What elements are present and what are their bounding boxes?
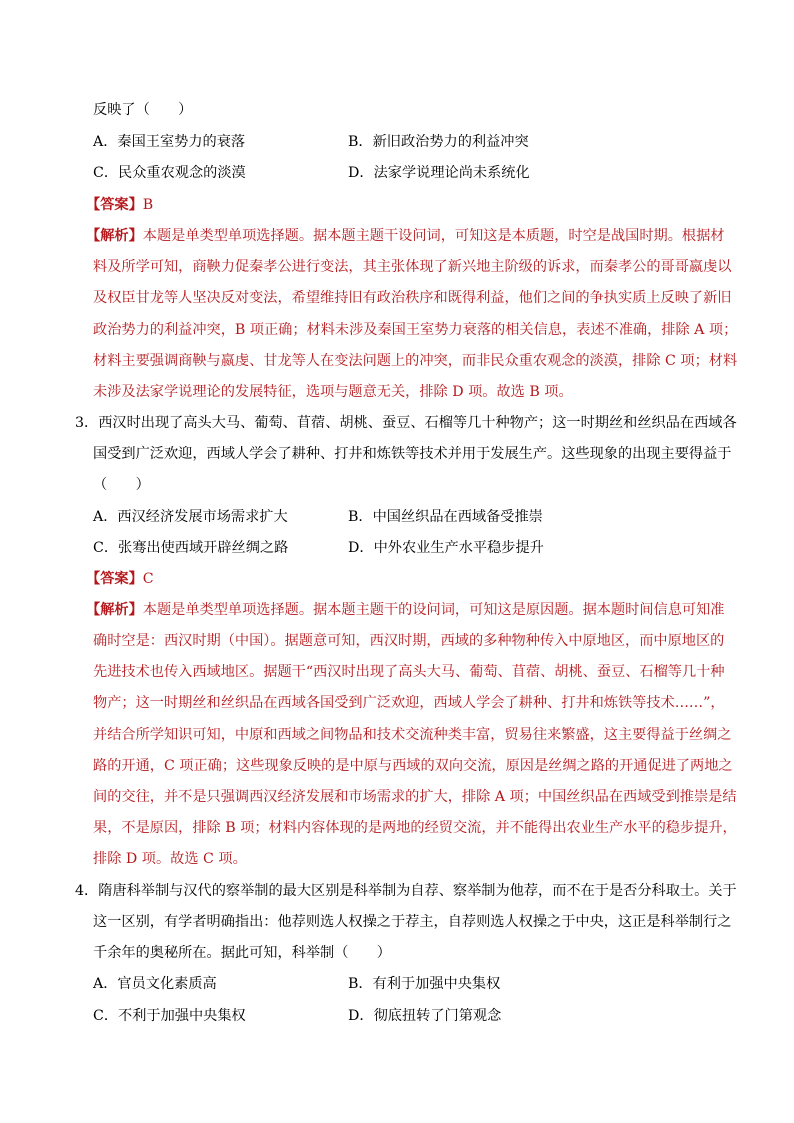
q4-option-c: C．不利于加强中央集权 bbox=[93, 1008, 246, 1024]
q2-analysis-line-5: 材料主要强调商鞅与嬴虔、甘龙等人在变法问题上的冲突，而非民众重农观念的淡漠，排除 C 项；材料 bbox=[93, 353, 738, 369]
q2-answer bbox=[86, 195, 153, 215]
q2-analysis-line-2: 料及所学可知，商鞅力促秦孝公进行变法，其主张体现了新兴地主阶级的诉求，而秦孝公的哥哥嬴虔以 bbox=[93, 259, 732, 275]
q4-option-b: B．有利于加强中央集权 bbox=[348, 976, 501, 992]
q3-analysis-line-9: 排除 D 项。故选 C 项。 bbox=[93, 851, 247, 867]
q3-stem-line-2: 国受到广泛欢迎，西域人学会了耕种、打井和炼铁等技术并用于发展生产。这些现象的出现主要得益于 bbox=[93, 446, 732, 462]
q3-option-b: B．中国丝织品在西域备受推崇 bbox=[348, 509, 543, 525]
q3-analysis-line-6: 路的开通，C 项正确；这些现象反映的是中原与西域的双向交流，原因是丝绸之路的开通促进了两地之 bbox=[93, 758, 733, 774]
q2-option-d: D．法家学说理论尚未系统化 bbox=[348, 165, 530, 181]
q3-stem-line-3: （ ） bbox=[93, 477, 150, 493]
q3-analysis-line-3: 先进技术也传入西域地区。据题干“西汉时出现了高头大马、葡萄、苜蓿、胡桃、蚕豆、石榴等几十种 bbox=[93, 664, 725, 680]
q4-stem-line-2: 这一区别，有学者明确指出：他荐则选人权操之于荐主，自荐则选人权操之于中央，这正是科举制行之 bbox=[93, 914, 732, 930]
q2-analysis-line-4: 政治势力的利益冲突，B 项正确；材料未涉及秦国王室势力衰落的相关信息，表述不准确，排除 A 项； bbox=[93, 322, 738, 338]
answer-value: B bbox=[142, 197, 154, 213]
q3-stem-line-1: 3．西汉时出现了高头大马、葡萄、苜蓿、胡桃、蚕豆、石榴等几十种物产；这一时期丝和丝织品在西域各 bbox=[75, 415, 737, 431]
q2-option-c: C．民众重农观念的淡漠 bbox=[93, 165, 246, 181]
answer-tag: 【答案】 bbox=[86, 197, 143, 213]
q3-analysis-line-2: 确时空是：西汉时期（中国）。据题意可知，西汉时期，西域的多种物种传入中原地区，而中原地区的 bbox=[93, 633, 725, 649]
q3-option-a: A．西汉经济发展市场需求扩大 bbox=[93, 509, 288, 525]
q4-option-d: D．彻底扭转了门第观念 bbox=[348, 1008, 502, 1024]
q2-analysis-line-6: 未涉及法家学说理论的发展特征，选项与题意无关，排除 D 项。故选 B 项。 bbox=[93, 384, 573, 400]
analysis-text: 本题是单类型单项选择题。据本题主题干的设问词，可知这是原因题。据本题时间信息可知准 bbox=[142, 602, 725, 618]
q4-option-a: A．官员文化素质高 bbox=[93, 976, 217, 992]
q2-stem-tail: 反映了（ ） bbox=[93, 102, 193, 118]
q3-analysis-line-4: 物产；这一时期丝和丝织品在西域各国受到广泛欢迎，西域人学会了耕种、打井和炼铁等技术……”， bbox=[93, 695, 725, 711]
analysis-text: 本题是单类型单项选择题。据本题主题干设问词，可知这是本质题，时空是战国时期。根据材 bbox=[142, 228, 725, 244]
analysis-tag: 【解析】 bbox=[86, 228, 143, 244]
q3-answer bbox=[86, 569, 154, 589]
q3-analysis-line-5: 并结合所学知识可知，中原和西域之间物品和技术交流种类丰富，贸易往来繁盛，这主要得益于丝绸之 bbox=[93, 727, 732, 743]
answer-value: C bbox=[142, 571, 154, 587]
q4-stem-line-3: 千余年的奥秘所在。据此可知，科举制（ ） bbox=[93, 945, 391, 961]
q4-stem-line-1: 4．隋唐科举制与汉代的察举制的最大区别是科举制为自荐、察举制为他荐，而不在于是否分科取士。关于 bbox=[75, 883, 737, 899]
q3-option-d: D．中外农业生产水平稳步提升 bbox=[348, 540, 544, 556]
q2-option-a: A．秦国王室势力的衰落 bbox=[93, 134, 246, 150]
analysis-tag: 【解析】 bbox=[86, 602, 143, 618]
q2-analysis-line-1 bbox=[86, 226, 724, 246]
answer-tag: 【答案】 bbox=[86, 571, 143, 587]
q3-analysis-line-7: 间的交往，并不是只强调西汉经济发展和市场需求的扩大，排除 A 项；中国丝织品在西域受到推崇是结 bbox=[93, 789, 737, 805]
q3-option-c: C．张骞出使西域开辟丝绸之路 bbox=[93, 540, 289, 556]
q3-analysis-line-8: 果，不是原因，排除 B 项；材料内容体现的是两地的经贸交流，并不能得出农业生产水平的稳步提升， bbox=[93, 820, 737, 836]
q2-option-b: B．新旧政治势力的利益冲突 bbox=[348, 134, 529, 150]
q3-analysis-line-1 bbox=[86, 600, 724, 620]
q2-analysis-line-3: 及权臣甘龙等人坚决反对变法，希望维持旧有政治秩序和既得利益，他们之间的争执实质上反映了新旧 bbox=[93, 290, 732, 306]
